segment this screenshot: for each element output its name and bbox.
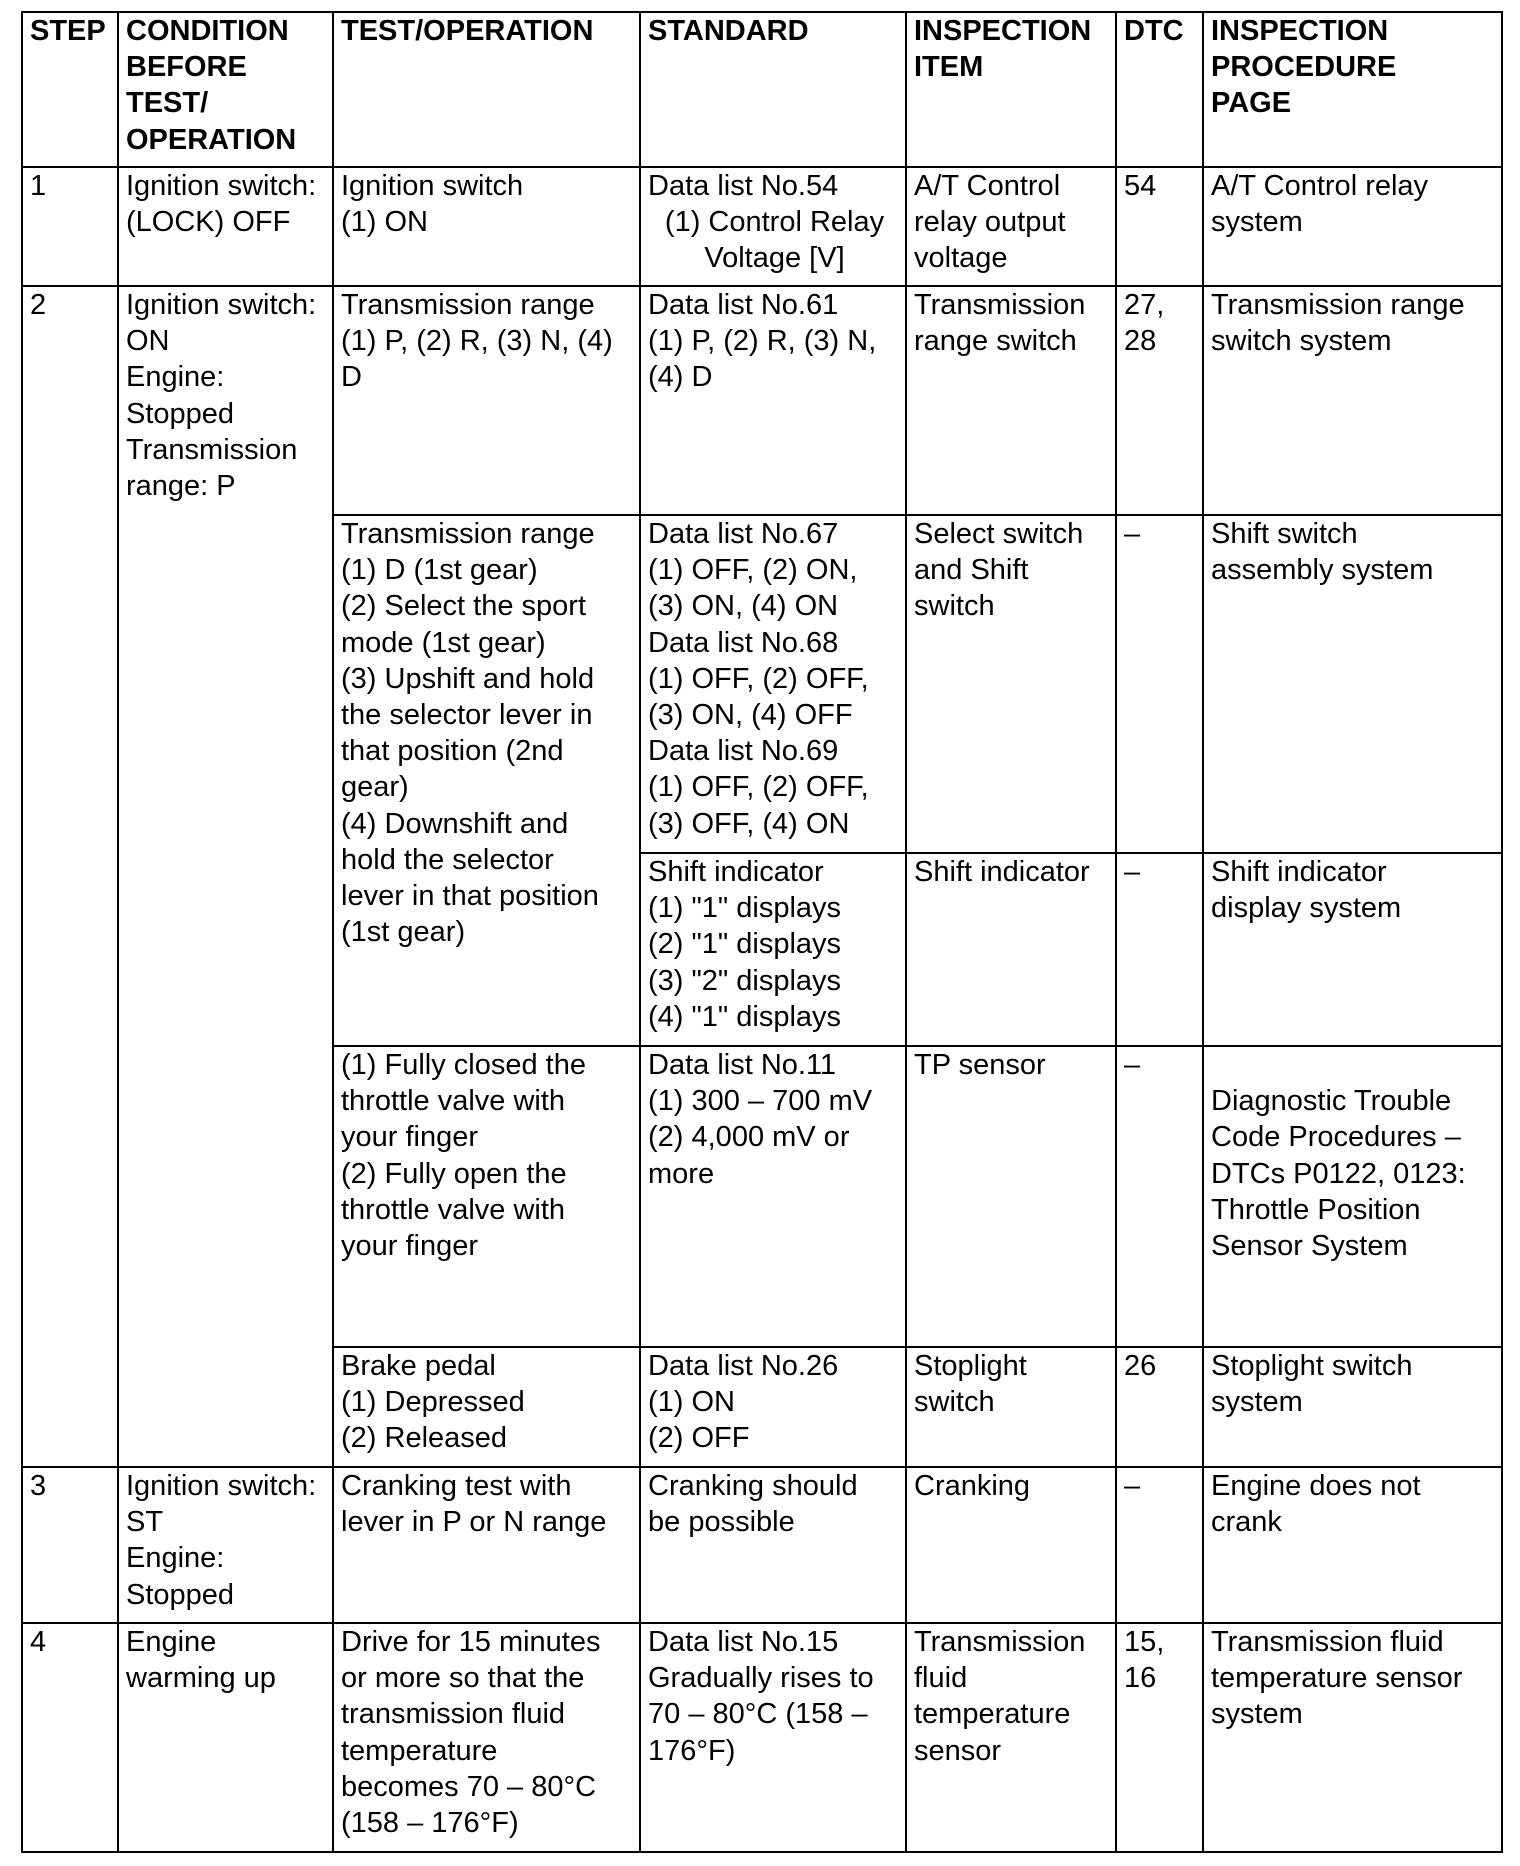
header-step: STEP	[22, 12, 118, 167]
inspection-item-cell: Shift indicator	[906, 853, 1116, 1046]
test-cell: Brake pedal (1) Depressed (2) Released	[333, 1347, 640, 1467]
inspection-item-cell: Transmission range switch	[906, 286, 1116, 515]
step-number: 4	[22, 1623, 118, 1852]
test-cell: Drive for 15 minutes or more so that the transmission fluid temperature becomes 70 – 80°C (158 – 176°F)	[333, 1623, 640, 1852]
procedure-cell: Shift indicator display system	[1203, 853, 1502, 1046]
inspection-item-cell: Transmission fluid temperature sensor	[906, 1623, 1116, 1852]
header-dtc: DTC	[1116, 12, 1203, 167]
table-row	[22, 1623, 1502, 1852]
standard-cell: Data list No.61 (1) P, (2) R, (3) N, (4) D	[640, 286, 906, 515]
table-row	[22, 286, 1502, 515]
inspection-item-cell: A/T Control relay output voltage	[906, 167, 1116, 286]
header-standard: STANDARD	[640, 12, 906, 167]
procedure-cell: Stoplight switch system	[1203, 1347, 1502, 1467]
dtc-cell: 15, 16	[1116, 1623, 1203, 1852]
inspection-table	[21, 11, 1503, 1853]
table-row	[22, 1467, 1502, 1623]
dtc-cell: 26	[1116, 1347, 1203, 1467]
step-number: 3	[22, 1467, 118, 1623]
condition-cell: Ignition switch: (LOCK) OFF	[118, 167, 333, 286]
standard-title: Data list No.54	[648, 170, 839, 202]
inspection-item-cell: TP sensor	[906, 1046, 1116, 1347]
procedure-cell: Shift switch assembly system	[1203, 515, 1502, 853]
inspection-item-cell: Select switch and Shift switch	[906, 515, 1116, 853]
test-cell: Cranking test with lever in P or N range	[333, 1467, 640, 1623]
header-test-operation: TEST/OPERATION	[333, 12, 640, 167]
standard-cell: Data list No.67 (1) OFF, (2) ON, (3) ON, (4) ON Data list No.68 (1) OFF, (2) OFF, (3) ON, (4) OFF Data list No.69 (1) OFF, (2) OFF, (3) OFF, (4) ON	[640, 515, 906, 853]
dtc-cell: –	[1116, 853, 1203, 1046]
procedure-cell: Diagnostic Trouble Code Procedures – DTCs P0122, 0123: Throttle Position Sensor System	[1203, 1046, 1502, 1347]
standard-detail: (1) Control Relay Voltage [V]	[664, 206, 885, 275]
test-cell: (1) Fully closed the throttle valve with your finger (2) Fully open the throttle valve with your finger	[333, 1046, 640, 1347]
inspection-item-cell: Stoplight switch	[906, 1347, 1116, 1467]
standard-cell: Data list No.11 (1) 300 – 700 mV (2) 4,000 mV or more	[640, 1046, 906, 1347]
procedure-cell: Transmission fluid temperature sensor system	[1203, 1623, 1502, 1852]
standard-cell: Data list No.26 (1) ON (2) OFF	[640, 1347, 906, 1467]
test-cell: Transmission range (1) D (1st gear) (2) Select the sport mode (1st gear) (3) Upshift and hold the selector lever in that position (2nd gear) (4) Downshift and hold the selector lever in that position (1st gear)	[333, 515, 640, 1046]
condition-cell: Engine warming up	[118, 1623, 333, 1852]
procedure-cell: Transmission range switch system	[1203, 286, 1502, 515]
standard-cell: Cranking should be possible	[640, 1467, 906, 1623]
header-inspection-item: INSPECTION ITEM	[906, 12, 1116, 167]
test-cell: Transmission range (1) P, (2) R, (3) N, (4) D	[333, 286, 640, 515]
procedure-cell: Engine does not crank	[1203, 1467, 1502, 1623]
dtc-cell: 54	[1116, 167, 1203, 286]
header-condition: CONDITION BEFORE TEST/ OPERATION	[118, 12, 333, 167]
inspection-item-cell: Cranking	[906, 1467, 1116, 1623]
header-row	[22, 12, 1502, 167]
condition-cell: Ignition switch: ST Engine: Stopped	[118, 1467, 333, 1623]
procedure-cell: A/T Control relay system	[1203, 167, 1502, 286]
standard-cell: Shift indicator (1) "1" displays (2) "1" displays (3) "2" displays (4) "1" displays	[640, 853, 906, 1046]
table-row	[22, 167, 1502, 286]
step-number: 1	[22, 167, 118, 286]
standard-cell	[640, 167, 906, 286]
dtc-cell: –	[1116, 1467, 1203, 1623]
test-cell: Ignition switch (1) ON	[333, 167, 640, 286]
header-procedure-page: INSPECTION PROCEDURE PAGE	[1203, 12, 1502, 167]
condition-cell: Ignition switch: ON Engine: Stopped Transmission range: P	[118, 286, 333, 1467]
dtc-cell: –	[1116, 515, 1203, 853]
step-number: 2	[22, 286, 118, 1467]
dtc-cell: 27, 28	[1116, 286, 1203, 515]
dtc-cell: –	[1116, 1046, 1203, 1347]
standard-cell: Data list No.15 Gradually rises to 70 – 80°C (158 – 176°F)	[640, 1623, 906, 1852]
